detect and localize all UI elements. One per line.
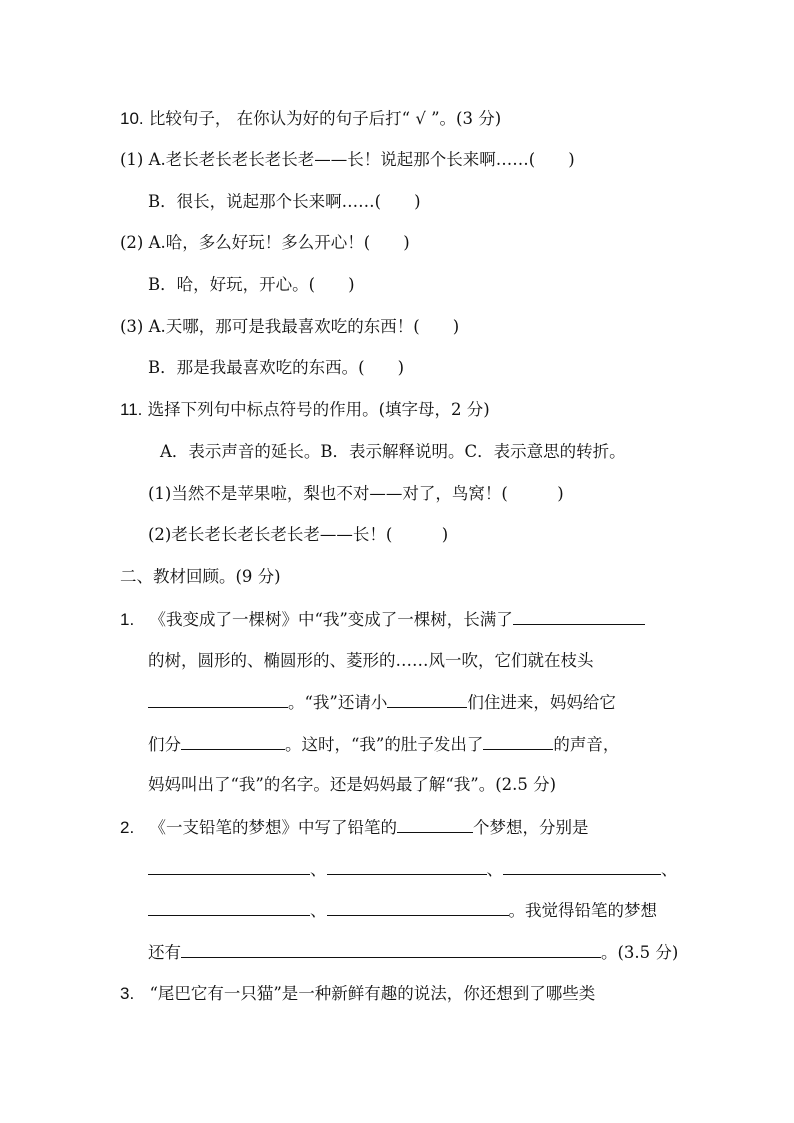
p1-blank-5[interactable] [483, 733, 553, 750]
p2-blank-1[interactable] [397, 816, 473, 833]
q11-heading [120, 399, 490, 421]
p2-blank-7[interactable] [181, 941, 601, 958]
p1-blank-1[interactable] [513, 608, 645, 625]
q10-3b-label: B． [148, 358, 177, 377]
p1-blank-4[interactable] [181, 733, 285, 750]
p2-line-4 [148, 941, 678, 964]
q10-number: 10. [120, 109, 144, 128]
p2-text-1a: 《一支铅笔的梦想》中写了铅笔的 [149, 818, 397, 837]
q10-1a-text: 老长老长老长老长老——长！说起那个长来啊……( ) [165, 150, 575, 169]
p2-text-4b: 。(3.5 分) [601, 943, 679, 962]
q10-3a [120, 316, 459, 338]
p1-line-1 [120, 608, 645, 631]
q11-item-2: (2)老长老长老长老长老——长！( ) [148, 525, 449, 544]
q10-1b-text: 很长，说起那个长来啊……( ) [176, 192, 421, 211]
p1-text-3b: 们住进来，妈妈给它 [467, 693, 616, 712]
p2-sep-1: 、 [310, 860, 327, 879]
p2-sep-2: 、 [486, 860, 503, 879]
p2-blank-6[interactable] [327, 899, 509, 916]
p2-number: 2. [120, 818, 135, 837]
p2-sep-3: 、 [661, 860, 678, 879]
q10-3a-label: (3) A. [120, 317, 166, 336]
p1-line-2: 的树，圆形的、椭圆形的、菱形的……风一吹，它们就在枝头 [148, 651, 594, 670]
q10-prompt: 比较句子， 在你认为好的句子后打“ √ ”。(3 分) [148, 109, 502, 128]
p2-text-1b: 个梦想，分别是 [472, 818, 589, 837]
q11-options: A．表示声音的延长。B．表示解释说明。C．表示意思的转折。 [160, 442, 626, 461]
p2-blank-4[interactable] [503, 858, 661, 875]
q10-1b-label: B． [148, 192, 177, 211]
q10-2b-label: B． [148, 275, 177, 294]
q10-heading [120, 108, 501, 130]
q11-item-1: (1)当然不是苹果啦，梨也不对——对了，鸟窝！( ) [148, 484, 564, 503]
q10-2a-text: 哈，多么好玩！多么开心！( ) [165, 233, 410, 252]
q10-1a-label: (1) A. [120, 150, 166, 169]
p2-sep-4: 、 [310, 901, 327, 920]
q10-1a [120, 149, 575, 171]
q10-3a-text: 天哪，那可是我最喜欢吃的东西！( ) [165, 317, 460, 336]
q10-1b [148, 191, 421, 213]
p2-text-4a: 还有 [148, 943, 181, 962]
p3-number: 3. [120, 984, 135, 1003]
p1-text-4c: 的声音， [553, 735, 620, 754]
p2-blank-5[interactable] [148, 899, 310, 916]
section-2-title: 二、教材回顾。(9 分) [120, 567, 281, 586]
p2-line-1 [120, 816, 588, 839]
p1-line-5: 妈妈叫出了“我”的名字。还是妈妈最了解“我”。(2.5 分) [148, 775, 557, 794]
p1-blank-3[interactable] [387, 691, 467, 708]
q10-2b [148, 274, 355, 296]
p2-blank-2[interactable] [148, 858, 310, 875]
q11-prompt: 选择下列句中标点符号的作用。(填字母，2 分) [147, 400, 490, 419]
q10-2a [120, 232, 410, 254]
p3-line-1 [120, 983, 595, 1005]
p2-line-3 [148, 899, 657, 922]
p1-number: 1. [120, 610, 135, 629]
p1-text-4a: 们分 [148, 735, 181, 754]
q10-2b-text: 哈，好玩，开心。( ) [176, 275, 355, 294]
q11-number: 11. [120, 400, 143, 419]
p2-text-3b: 。我觉得铅笔的梦想 [508, 901, 657, 920]
p1-text-1: 《我变成了一棵树》中“我”变成了一棵树，长满了 [149, 610, 513, 629]
q10-3b-text: 那是我最喜欢吃的东西。( ) [176, 358, 405, 377]
p3-text-1: “尾巴它有一只猫”是一种新鲜有趣的说法，你还想到了哪些类 [149, 984, 596, 1003]
q10-2a-label: (2) A. [120, 233, 166, 252]
p1-line-4 [148, 733, 619, 756]
q10-3b [148, 357, 404, 379]
p2-blank-3[interactable] [327, 858, 487, 875]
p1-text-3a: 。“我”还请小 [288, 693, 388, 712]
p1-text-4b: 。这时，“我”的肚子发出了 [285, 735, 484, 754]
p1-line-3 [148, 691, 616, 714]
p1-blank-2[interactable] [148, 691, 288, 708]
p2-line-2 [148, 858, 678, 881]
